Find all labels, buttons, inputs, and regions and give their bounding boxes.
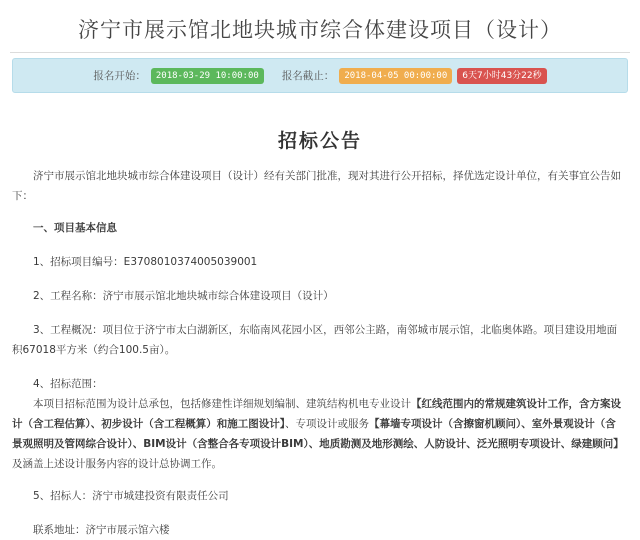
registration-end-badge: 2018-04-05 00:00:00 (339, 68, 452, 84)
notice-body (12, 166, 624, 540)
title-divider (10, 52, 630, 53)
item-project-name: 2、工程名称：济宁市展示馆北地块城市综合体建设项目（设计） (33, 290, 334, 302)
item-project-overview: 3、工程概况：项目位于济宁市太白湖新区，东临南风花园小区，西邻公主路，南邻城市展示馆，北临奥体路。项目建设用地面积67018平方米（约合100.5亩）。 (12, 324, 618, 356)
registration-start-badge: 2018-03-29 10:00:00 (151, 68, 264, 84)
item-scope-label: 4、招标范围： (33, 378, 103, 390)
scope-text-b: 【红线范围内的常规建筑设计工作，含方案设计（含工程估算）、初步设计（含工程概算）和施工图设计】 (12, 398, 621, 430)
notice-heading: 招标公告 (277, 130, 362, 152)
scope-text-a: 本项目招标范围为设计总承包，包括修建性详细规划编制、建筑结构机电专业设计 (33, 398, 411, 410)
item-project-number: 1、招标项目编号：E3708010374005039001 (33, 256, 258, 268)
registration-time-bar (12, 58, 628, 93)
project-title: 济宁市展示馆北地块城市综合体建设项目（设计） (78, 18, 562, 42)
notice-lead-paragraph: 济宁市展示馆北地块城市综合体建设项目（设计）经有关部门批准，现对其进行公开招标，择优选定设计单位，有关事宜公告如下： (12, 170, 621, 202)
scope-paragraph (12, 394, 624, 474)
scope-text-e: 及涵盖上述设计服务内容的设计总协调工作。 (12, 458, 222, 470)
scope-text-c: 、专项设计或服务 (285, 418, 369, 430)
countdown-badge: 6天7小时43分22秒 (457, 68, 546, 84)
registration-end-label: 报名截止： (281, 70, 335, 82)
registration-start-label: 报名开始： (93, 70, 146, 82)
item-contact-address: 联系地址：济宁市展示馆六楼 (33, 524, 170, 536)
scope-text-d: 【幕墙专项设计（含擦窗机顾问）、室外景观设计（含景观照明及管网综合设计）、BIM设计（含整合各专项设计BIM）、地质勘测及地形测绘、人防设计、泛光照明专项设计、绿建顾问】 (12, 418, 624, 450)
section-heading-basic-info: 一、项目基本信息 (33, 222, 117, 234)
item-tenderer: 5、招标人：济宁市城建投资有限责任公司 (33, 490, 229, 502)
